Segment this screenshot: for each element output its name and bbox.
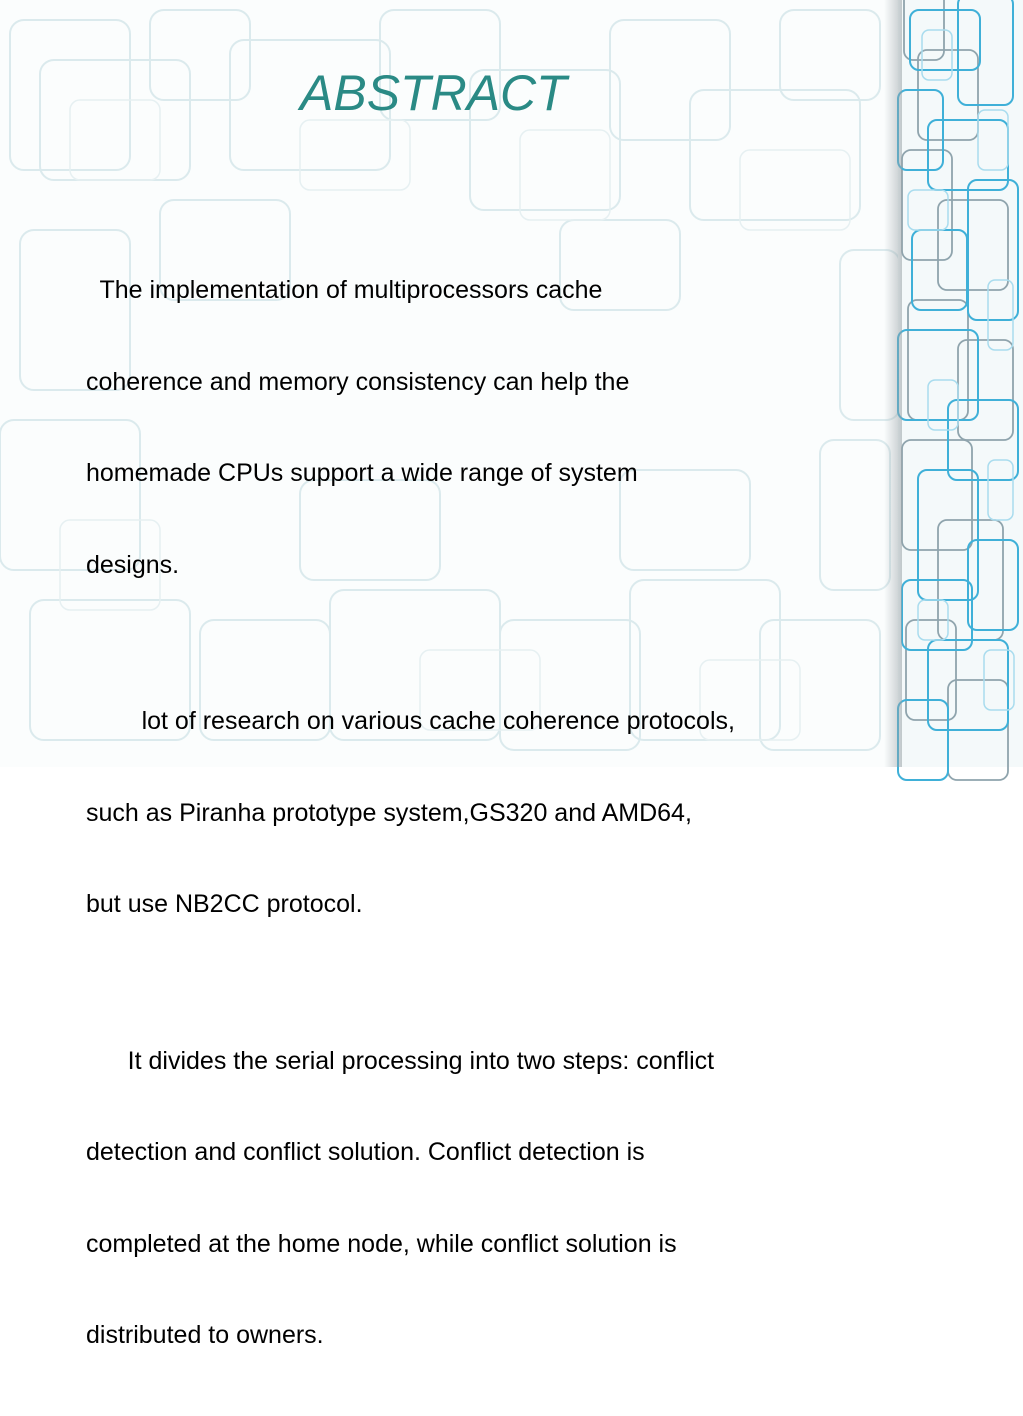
paragraph-line: designs. (86, 550, 180, 579)
slide-body (86, 214, 886, 1416)
paragraph-line: It divides the serial processing into two steps: conflict (86, 1046, 715, 1075)
paragraph-2 (86, 645, 886, 981)
paragraph-line: lot of research on various cache coherence protocols, (86, 707, 735, 735)
paragraph-line: homemade CPUs support a wide range of system (86, 459, 638, 487)
decorative-circuit-strip (898, 0, 1023, 767)
paragraph-3 (86, 985, 886, 1412)
slide-title: ABSTRACT (300, 65, 567, 121)
paragraph-line: such as Piranha prototype system,GS320 and AMD64, (86, 798, 692, 827)
paragraph-1 (86, 214, 886, 641)
paragraph-line: coherence and memory consistency can help the (86, 367, 630, 396)
paragraph-line: The implementation of multiprocessors cache (86, 276, 603, 304)
paragraph-line: but use NB2CC protocol. (86, 890, 363, 918)
strip-shadow (884, 0, 902, 767)
paragraph-line: completed at the home node, while conflict solution is (86, 1229, 677, 1258)
paragraph-line: detection and conflict solution. Conflict detection is (86, 1138, 645, 1166)
paragraph-line: distributed to owners. (86, 1321, 324, 1349)
